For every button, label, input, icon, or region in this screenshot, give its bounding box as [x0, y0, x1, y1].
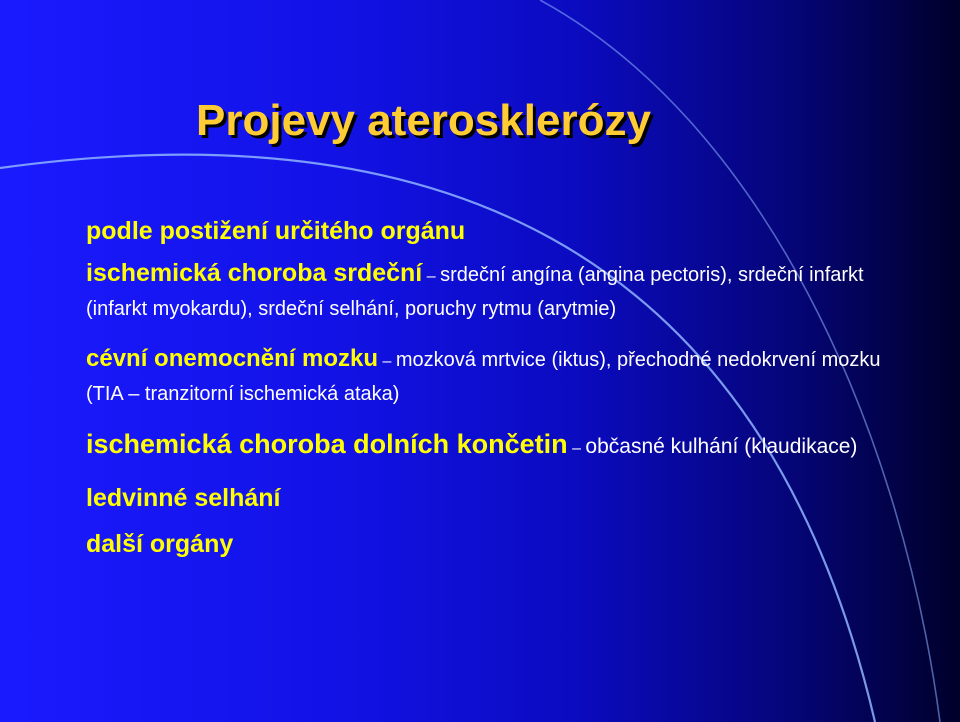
item-limb-disease [86, 427, 916, 466]
item-heading: podle postižení určitého orgánu [86, 217, 466, 245]
item-heart-disease [86, 257, 916, 327]
item-brain-disease [86, 342, 916, 412]
item-detail: srdeční angína (angina pectoris), srdeční infarkt (infarkt myokardu), srdeční selhání, poruchy rytmu (arytmie) [86, 264, 864, 320]
slide-content [86, 214, 916, 561]
item-kidney-failure [86, 481, 916, 515]
item-heading: ischemická choroba srdeční [86, 259, 423, 287]
item-separator: – [422, 268, 441, 285]
item-organ [86, 214, 916, 248]
item-heading: cévní onemocnění mozku [86, 345, 379, 372]
item-heading: ledvinné selhání [86, 484, 281, 512]
slide-title: Projevy aterosklerózy [196, 96, 651, 145]
item-separator: – [378, 353, 396, 370]
item-detail: mozková mrtvice (iktus), přechodné nedokrvení mozku (TIA – tranzitorní ischemická ataka) [86, 349, 881, 405]
item-separator: – [567, 440, 586, 457]
item-heading: další orgány [86, 530, 234, 558]
item-other-organs [86, 527, 916, 561]
item-heading: ischemická choroba dolních končetin [86, 429, 568, 459]
item-detail: občasné kulhání (klaudikace) [585, 435, 858, 458]
